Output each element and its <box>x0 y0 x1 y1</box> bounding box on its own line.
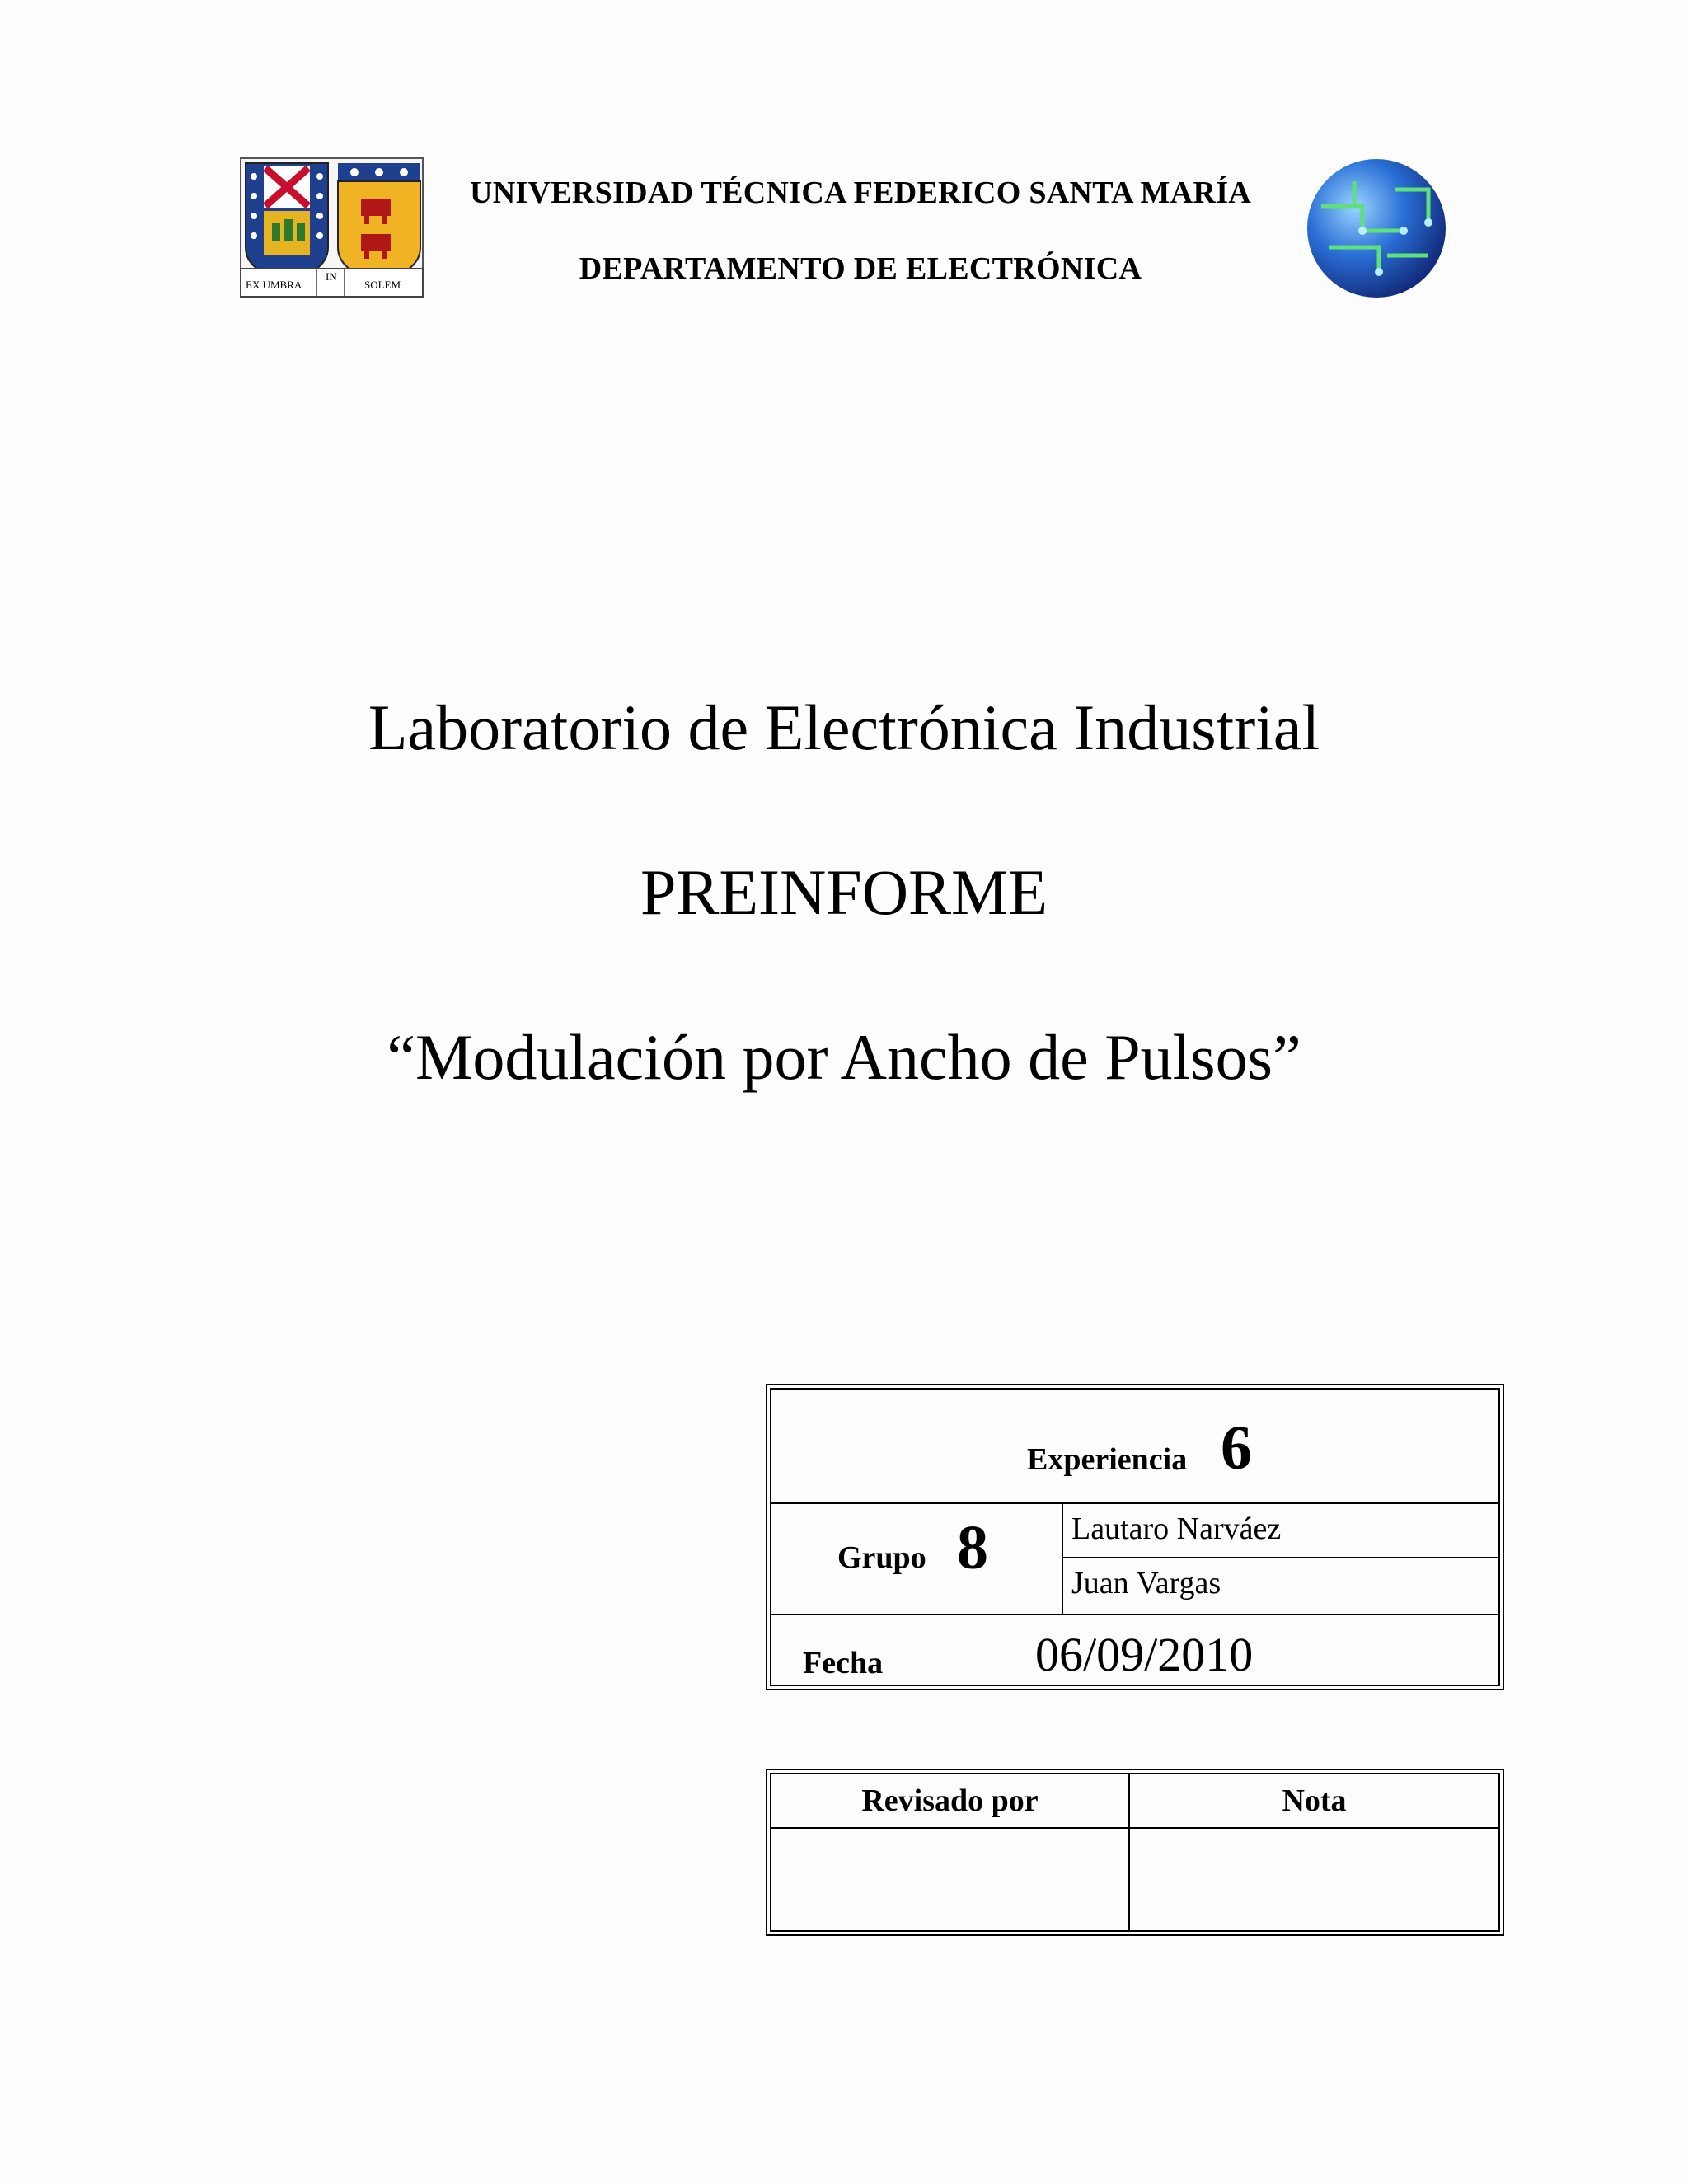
member-name: Juan Vargas <box>1071 1566 1221 1601</box>
member-row <box>1062 1558 1498 1613</box>
circuit-globe-logo <box>1305 157 1449 301</box>
experiencia-value: 6 <box>1221 1413 1252 1483</box>
lab-title: Laboratorio de Electrónica Industrial <box>368 691 1320 763</box>
university-name: UNIVERSIDAD TÉCNICA FEDERICO SANTA MARÍA <box>469 176 1252 210</box>
crest-motto-right: SOLEM <box>364 279 401 291</box>
grupo-row <box>771 1502 1498 1615</box>
experiencia-label: Experiencia <box>1027 1442 1188 1477</box>
revisado-cell <box>771 1829 1128 1928</box>
nota-label: Nota <box>1282 1783 1347 1818</box>
member-name: Lautaro Narváez <box>1071 1511 1282 1546</box>
crest-motto-left: EX UMBRA <box>246 279 302 291</box>
nota-cell <box>1130 1829 1498 1928</box>
fecha-value: 06/09/2010 <box>1035 1628 1254 1681</box>
review-table <box>766 1769 1504 1936</box>
document-header <box>0 0 1688 330</box>
experiencia-row <box>771 1390 1498 1504</box>
crest-motto-middle: IN <box>326 270 337 283</box>
revisado-label: Revisado por <box>861 1783 1039 1818</box>
info-table <box>766 1384 1504 1690</box>
report-type: PREINFORME <box>640 856 1048 928</box>
grupo-value: 8 <box>957 1513 988 1582</box>
fecha-label: Fecha <box>803 1646 884 1680</box>
member-row <box>1062 1502 1498 1558</box>
report-subject: “Modulación por Ancho de Pulsos” <box>387 1021 1301 1093</box>
fecha-row <box>771 1614 1498 1688</box>
department-name: DEPARTAMENTO DE ELECTRÓNICA <box>579 251 1142 286</box>
grupo-label: Grupo <box>837 1540 926 1575</box>
